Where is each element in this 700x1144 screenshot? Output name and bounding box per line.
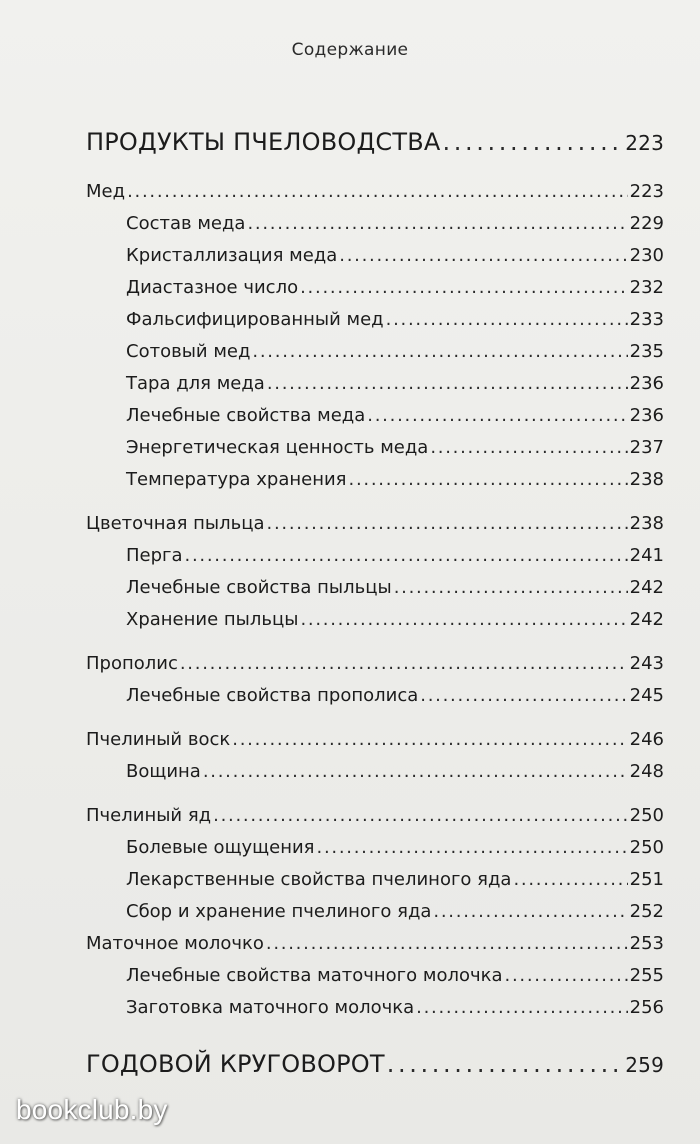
toc-subsection-title: Лечебные свойства меда [126,405,366,426]
dot-leader [213,800,628,832]
toc-subsection[interactable] [86,432,664,464]
toc-subsection-title: Сбор и хранение пчелиного яда [126,901,432,922]
toc-subsection-title: Лечебные свойства прополиса [126,685,419,706]
toc-page-number: 245 [629,685,664,706]
toc-chapter[interactable] [86,800,664,832]
dot-leader [267,368,628,400]
toc-page-number: 242 [629,577,664,598]
toc-page-number: 248 [629,761,664,782]
toc-chapter-title: Пчелиный воск [86,729,231,750]
toc-page-number: 251 [629,869,664,890]
dot-leader [339,240,627,272]
toc-page-number: 236 [629,405,664,426]
dot-leader [349,464,628,496]
toc-page-number: 250 [629,837,664,858]
dot-leader [387,1042,623,1086]
toc-page-number: 236 [629,373,664,394]
toc-page-number: 259 [625,1053,664,1077]
toc-part-title: ПРОДУКТЫ ПЧЕЛОВОДСТВА [86,128,441,156]
dot-leader [180,648,628,680]
toc-chapter[interactable] [86,928,664,960]
watermark-logo: bookclub.by [16,1094,168,1125]
toc-subsection-title: Диастазное число [126,277,299,298]
dot-leader [300,272,628,304]
toc-page-number: 243 [629,653,664,674]
toc-page-number: 241 [629,545,664,566]
toc-subsection-title: Лекарственные свойства пчелиного яда [126,869,512,890]
toc-part[interactable] [86,120,664,164]
toc-subsection-title: Состав меда [126,213,246,234]
dot-leader [317,832,628,864]
toc-subsection[interactable] [86,572,664,604]
dot-leader [433,896,627,928]
toc-page-number: 229 [629,213,664,234]
toc-page-number: 238 [629,469,664,490]
dot-leader [267,508,628,540]
toc-chapter-title: Маточное молочко [86,933,264,954]
toc-subsection[interactable] [86,896,664,928]
toc-subsection[interactable] [86,992,664,1024]
toc-subsection[interactable] [86,832,664,864]
toc-subsection-title: Вощина [126,761,201,782]
dot-leader [232,724,627,756]
dot-leader [203,756,628,788]
toc-subsection-title: Кристаллизация меда [126,245,338,266]
toc-page-number: 253 [629,933,664,954]
toc-subsection[interactable] [86,304,664,336]
dot-leader [185,540,628,572]
toc-page-number: 256 [629,997,664,1018]
running-head: Содержание [291,40,409,60]
toc-subsection[interactable] [86,960,664,992]
toc-part-title: ГОДОВОЙ КРУГОВОРОТ [86,1050,385,1078]
toc-subsection[interactable] [86,368,664,400]
toc-subsection-title: Энергетическая ценность меда [126,437,429,458]
toc-subsection-title: Лечебные свойства маточного молочка [126,965,503,986]
dot-leader [420,680,627,712]
toc-subsection[interactable] [86,864,664,896]
toc-subsection[interactable] [86,336,664,368]
toc-chapter-title: Пчелиный яд [86,805,212,826]
toc-page-number: 232 [629,277,664,298]
dot-leader [266,928,628,960]
toc-subsection-title: Перга [126,545,183,566]
toc-subsection[interactable] [86,272,664,304]
toc-page-number: 252 [629,901,664,922]
dot-leader [300,604,627,636]
toc-subsection-title: Тара для меда [126,373,265,394]
dot-leader [367,400,627,432]
toc-page-number: 223 [629,181,664,202]
toc-page-number: 237 [629,437,664,458]
table-of-contents [86,120,664,1086]
toc-subsection[interactable] [86,240,664,272]
toc-chapter-title: Мед [86,181,126,202]
toc-subsection-title: Болевые ощущения [126,837,315,858]
toc-chapter[interactable] [86,648,664,680]
toc-chapter[interactable] [86,724,664,756]
dot-leader [430,432,627,464]
toc-subsection[interactable] [86,400,664,432]
toc-page-number: 255 [629,965,664,986]
toc-subsection[interactable] [86,604,664,636]
dot-leader [252,336,627,368]
dot-leader [247,208,627,240]
toc-page-number: 242 [629,609,664,630]
toc-subsection[interactable] [86,680,664,712]
dot-leader [513,864,627,896]
toc-subsection[interactable] [86,756,664,788]
toc-page-number: 223 [625,131,664,155]
toc-page-number: 246 [629,729,664,750]
toc-subsection-title: Лечебные свойства пыльцы [126,577,392,598]
dot-leader [505,960,628,992]
toc-chapter-title: Прополис [86,653,178,674]
toc-page-number: 250 [629,805,664,826]
toc-subsection-title: Хранение пыльцы [126,609,299,630]
dot-leader [394,572,628,604]
toc-subsection[interactable] [86,540,664,572]
toc-subsection-title: Заготовка маточного молочка [126,997,415,1018]
toc-subsection[interactable] [86,208,664,240]
dot-leader [443,120,624,164]
dot-leader [416,992,628,1024]
toc-chapter-title: Цветочная пыльца [86,513,265,534]
toc-page-number: 238 [629,513,664,534]
toc-page-number: 233 [629,309,664,330]
toc-subsection-title: Фальсифицированный мед [126,309,384,330]
toc-subsection[interactable] [86,464,664,496]
toc-subsection-title: Сотовый мед [126,341,251,362]
toc-subsection-title: Температура хранения [126,469,347,490]
dot-leader [386,304,628,336]
toc-chapter[interactable] [86,176,664,208]
toc-page-number: 230 [629,245,664,266]
toc-part[interactable] [86,1042,664,1086]
toc-page-number: 235 [629,341,664,362]
toc-chapter[interactable] [86,508,664,540]
dot-leader [127,176,628,208]
